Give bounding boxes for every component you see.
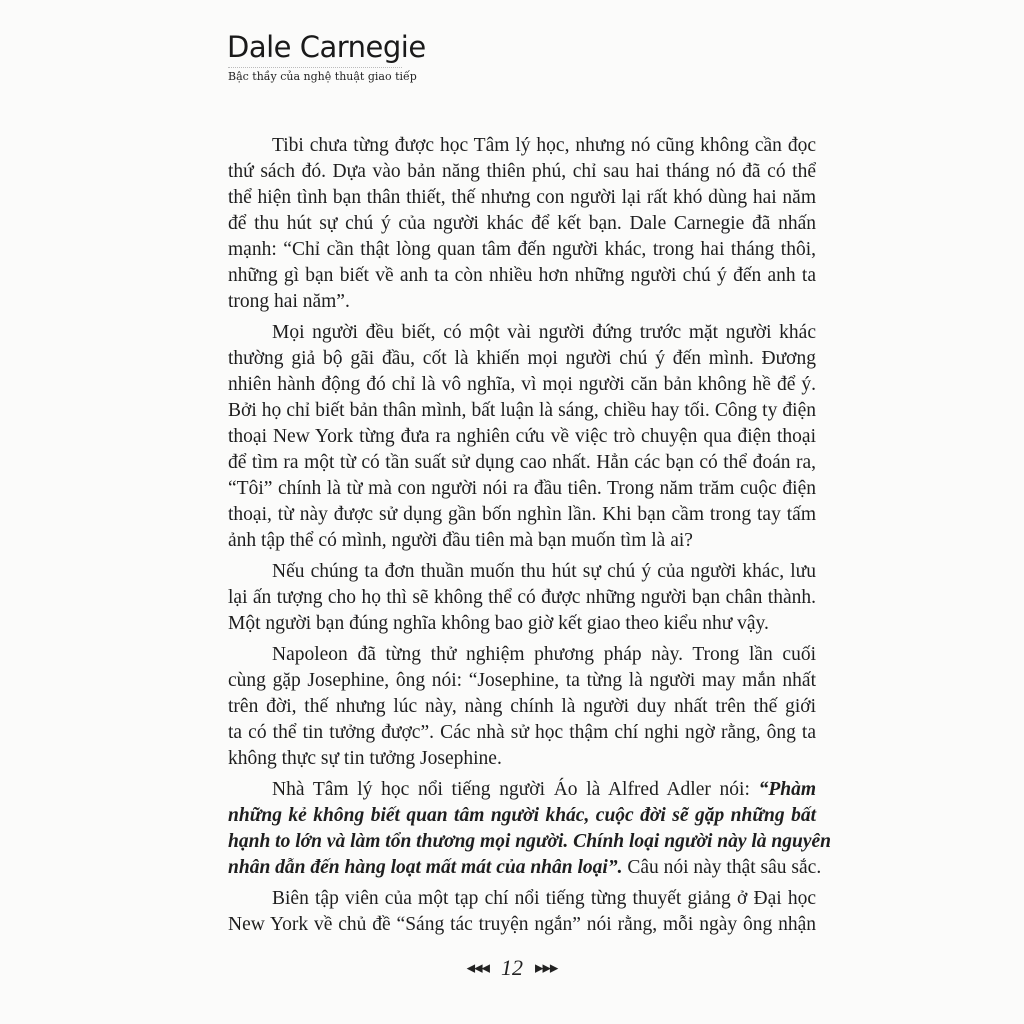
- text-line: trong hai năm”.: [228, 291, 350, 312]
- text-line: [228, 829, 832, 855]
- paragraph: [228, 133, 816, 315]
- page-number: 12: [501, 955, 523, 980]
- text-line: thường giả bộ gãi đầu, cốt là khiến mọi người chú ý đến mình. Đương: [228, 348, 816, 369]
- text-line: New York về chủ đề “Sáng tác truyện ngắn” nói rằng, mỗi ngày ông nhận: [228, 914, 816, 935]
- paragraph: [228, 886, 816, 938]
- text-line: ta có thể tin tưởng được”. Các nhà sử học thậm chí nghi ngờ rằng, ông ta: [228, 722, 816, 743]
- running-header-title: Dale Carnegie: [227, 30, 426, 64]
- paragraph: [228, 642, 816, 772]
- text-segment: Câu nói này thật sâu sắc.: [622, 857, 822, 878]
- page-footer: [0, 955, 1024, 981]
- header-divider: [228, 67, 402, 68]
- text-line: Bởi họ chỉ biết bản thân mình, bất luận là sáng, chiều hay tối. Công ty điện: [228, 400, 816, 421]
- text-line: để thu hút sự chú ý của người khác để kết bạn. Dale Carnegie đã nhấn: [228, 213, 816, 234]
- text-line: Napoleon đã từng thử nghiệm phương pháp này. Trong lần cuối: [272, 644, 816, 665]
- text-line: trên đời, thế nhưng lúc này, nàng chính là người duy nhất trên thế giới: [228, 696, 816, 717]
- text-line: Nếu chúng ta đơn thuần muốn thu hút sự chú ý của người khác, lưu: [272, 561, 816, 582]
- text-line: lại ấn tượng cho họ thì sẽ không thể có được những người bạn chân thành.: [228, 587, 816, 608]
- text-line: “Tôi” chính là từ mà con người nói ra đầu tiên. Trong năm trăm cuộc điện: [228, 478, 816, 499]
- paragraph: [228, 559, 816, 637]
- text-line: Mọi người đều biết, có một vài người đứng trước mặt người khác: [272, 322, 816, 343]
- text-line: không thực sự tin tưởng Josephine.: [228, 748, 502, 769]
- text-line: Biên tập viên của một tạp chí nổi tiếng từng thuyết giảng ở Đại học: [272, 888, 816, 909]
- text-line: thoại New York từng đưa ra nghiên cứu về việc trò chuyện qua điện thoại: [228, 426, 816, 447]
- text-line: thoại, từ này được sử dụng gần bốn nghìn lần. Khi bạn cầm trong tay tấm: [228, 504, 816, 525]
- quote-emphasis: hạnh to lớn và làm tổn thương mọi người. Chính loại người này là nguyên: [228, 831, 832, 852]
- text-line: nhiên hành động đó chỉ là vô nghĩa, vì mọi người căn bản không hề để ý.: [228, 374, 816, 395]
- text-line: cùng gặp Josephine, ông nói: “Josephine, ta từng là người may mắn nhất: [228, 670, 816, 691]
- text-line: ảnh tập thể có mình, người đầu tiên mà bạn muốn tìm là ai?: [228, 530, 693, 551]
- quote-emphasis: những kẻ không biết quan tâm người khác, cuộc đời sẽ gặp những bất: [228, 805, 816, 826]
- left-arrows-ornament-icon: ◀◀◀: [466, 962, 489, 975]
- quote-emphasis: “Phàm: [758, 779, 816, 800]
- text-line: [228, 777, 816, 803]
- text-line: thể hiện tình bạn thân thiết, thế nhưng con người lại rất khó dùng hai năm: [228, 187, 816, 208]
- text-segment: Nhà Tâm lý học nổi tiếng người Áo là Alfred Adler nói:: [272, 779, 759, 800]
- text-line: những gì bạn biết về anh ta còn nhiều hơn những người chú ý đến anh ta: [228, 265, 816, 286]
- body-text: [228, 133, 832, 943]
- text-line: Một người bạn đúng nghĩa không bao giờ kết giao theo kiểu như vậy.: [228, 613, 769, 634]
- running-header-subtitle: Bậc thầy của nghệ thuật giao tiếp: [228, 70, 417, 83]
- paragraph: [228, 777, 832, 881]
- text-line: Tibi chưa từng được học Tâm lý học, nhưng nó cũng không cần đọc: [272, 135, 816, 156]
- text-line: [228, 803, 816, 829]
- text-line: để tìm ra một từ có tần suất sử dụng cao nhất. Hẳn các bạn có thể đoán ra,: [228, 452, 816, 473]
- text-line: [228, 855, 822, 881]
- text-line: mạnh: “Chỉ cần thật lòng quan tâm đến người khác, trong hai tháng thôi,: [228, 239, 816, 260]
- right-arrows-ornament-icon: ▶▶▶: [535, 962, 558, 975]
- text-line: thứ sách đó. Dựa vào bản năng thiên phú, chỉ sau hai tháng nó đã có thể: [228, 161, 816, 182]
- paragraph: [228, 320, 816, 554]
- quote-emphasis: nhân dẫn đến hàng loạt mất mát của nhân loại”.: [228, 857, 623, 878]
